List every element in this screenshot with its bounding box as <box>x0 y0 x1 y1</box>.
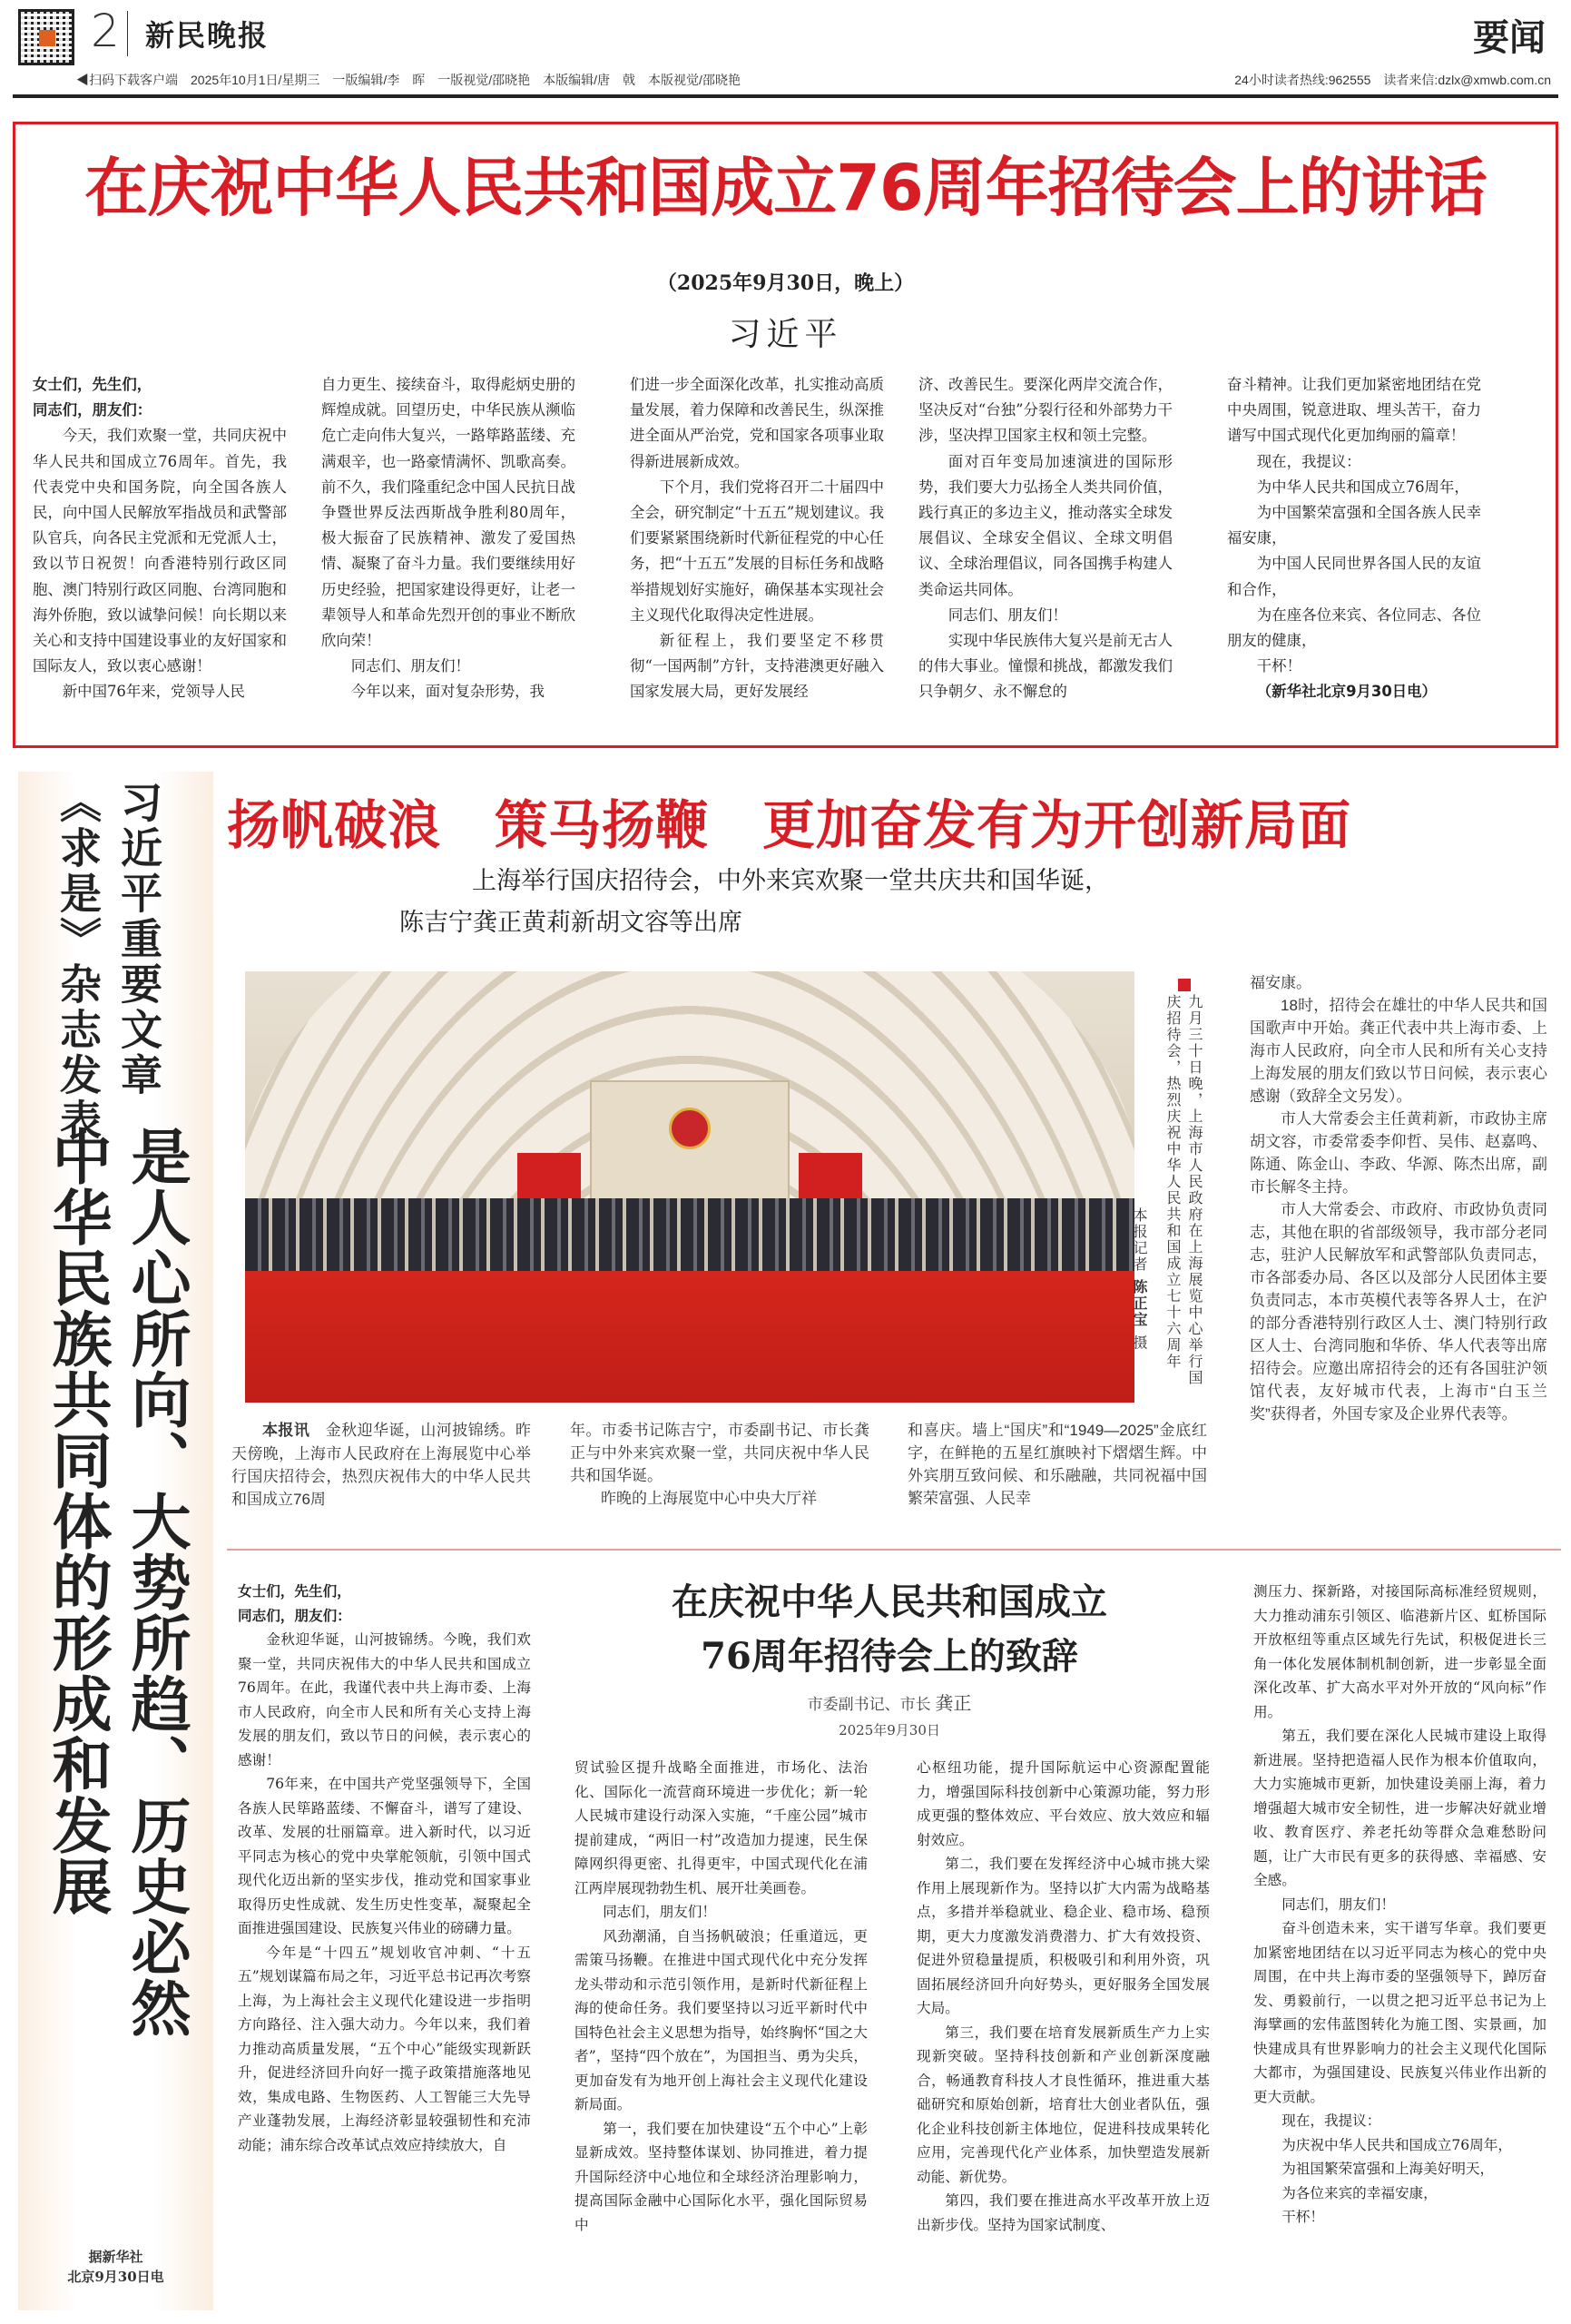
report-column-2 <box>570 1419 869 1510</box>
sidebar-headline-3[interactable]: 是人心所向、大势所趋、历史必然 <box>121 1126 191 2038</box>
reception-photo[interactable] <box>245 971 1134 1403</box>
speech-column-4 <box>918 372 1173 705</box>
paragraph: 76年来，在中国共产党坚强领导下，全国各族人民筚路蓝缕、不懈奋斗，谱写了建设、改革、发展的壮丽篇章。进入新时代，以习近平同志为核心的党中央掌舵领航，引领中国式现代化迈出新的坚实步伐，推动党和国家事业取得历史性成就、发生历史性变革，凝聚起全面推进强国建设、民族复兴伟业的磅礴力量。 <box>238 1776 531 1936</box>
address-column-3 <box>917 1756 1210 2237</box>
paragraph: 为庆祝中华人民共和国成立76周年， <box>1281 2136 1512 2153</box>
paragraph: 金秋迎华诞，山河披锦绣。今晚，我们欢聚一堂，共同庆祝伟大的中华人民共和国成立76周年。在此，我谨代表中共上海市委、上海市人民政府，向全市人民和所有关心支持上海发展的朋友们，致以节日的问候，表示衷心的感谢！ <box>238 1631 531 1768</box>
paragraph: 面对百年变局加速演进的国际形势，我们要大力弘扬全人类共同价值，践行真正的多边主义，推动落实全球发展倡议、全球安全倡议、全球文明倡议、全球治理倡议，同各国携手构建人类命运共同体。 <box>918 452 1173 598</box>
paragraph: 实现中华民族伟大复兴是前无古人的伟大事业。憧憬和挑战，都激发我们只争朝夕、永不懈怠的 <box>918 632 1173 701</box>
address-byline <box>581 1689 1198 1715</box>
photo-credit <box>1128 1207 1150 1351</box>
paragraph: 和喜庆。墙上“国庆”和“1949—2025”金底红字，在鲜艳的五星红旗映衬下熠熠生辉。中外宾朋互致问候、和乐融融，共同祝福中国繁荣富强、人民幸 <box>908 1422 1207 1507</box>
qr-code-icon[interactable] <box>18 9 74 65</box>
paragraph: 第五，我们要在深化人民城市建设上取得新进展。坚持把造福人民作为根本价值取向，大力实施城市更新，加快建设美丽上海，着力增强超大城市安全韧性，进一步解决好就业增收、教育医疗、养老托幼等群众急难愁盼问题，让广大市民有更多的获得感、幸福感、安全感。 <box>1253 1728 1546 1888</box>
speech-column-2 <box>321 372 575 705</box>
edition-info: ◀扫码下载客户端 2025年10月1日/星期三 一版编辑/李 晖 一版视觉/邵晓艳 本版编辑/唐 戟 本版视觉/邵晓艳 <box>76 73 741 87</box>
lead-label: 本报讯 <box>262 1422 310 1440</box>
paragraph: 们进一步全面深化改革，扎实推动高质量发展，着力保障和改善民生，纵深推进全面从严治党，党和国家各项事业取得新进展新成效。 <box>630 376 884 470</box>
paragraph: 为祖国繁荣富强和上海美好明天， <box>1281 2161 1495 2177</box>
address-title[interactable] <box>581 1575 1198 1684</box>
credit-suffix: 摄 <box>1131 1334 1148 1352</box>
source-dateline: 北京9月30日电 <box>67 2269 164 2285</box>
paragraph: 年。市委书记陈吉宁，市委副书记、市长龚正与中外来宾欢聚一堂，共同庆祝中华人民共和国华诞。 <box>570 1422 869 1484</box>
report-column-3 <box>908 1419 1207 1510</box>
paragraph: 第三，我们要在培育发展新质生产力上实现新突破。坚持科技创新和产业创新深度融合，畅通教育科技人才良性循环，推进重大基础研究和原始创新，培育壮大创业者队伍，强化企业科技创新主体地位，促进科技成果转化应用，完善现代化产业体系，加快塑造发展新动能、新优势。 <box>917 2024 1210 2185</box>
credit-name: 陈正宝 <box>1131 1279 1148 1329</box>
paragraph: 第四，我们要在推进高水平改革开放上迈出新步伐。坚持为国家试制度、 <box>917 2192 1210 2233</box>
red-carpet <box>245 1271 1134 1403</box>
paragraph: 自力更生、接续奋斗，取得彪炳史册的辉煌成就。回望历史，中华民族从濒临危亡走向伟大复兴，一路筚路蓝缕、充满艰辛，也一路豪情满怀、凯歌高奏。前不久，我们隆重纪念中国人民抗日战争暨世界反法西斯战争胜利80周年，极大振奋了民族精神、激发了爱国热情、凝聚了奋斗力量。我们要继续用好历史经验，把国家建设得更好，让老一辈领导人和革命先烈开创的事业不断欣欣向荣！ <box>321 376 575 650</box>
paragraph: 同志们、朋友们！ <box>948 606 1067 624</box>
paragraph: 心枢纽功能，提升国际航运中心资源配置能力，增强国际科技创新中心策源功能，努力形成更强的整体效应、平台效应、放大效应和辐射效应。 <box>917 1759 1210 1848</box>
caption-marker-icon <box>1178 979 1191 991</box>
paragraph: 为各位来宾的幸福安康， <box>1281 2184 1438 2201</box>
paragraph: 18时，招待会在雄壮的中华人民共和国国歌声中开始。龚正代表中共上海市委、上海市人民政府，向全市人民和所有关心支持上海发展的朋友们致以节日问候，表示衷心感谢（致辞全文另发）。 <box>1250 997 1547 1105</box>
newspaper-name: 新民晚报 <box>145 18 270 53</box>
paragraph: 为中国繁荣富强和全国各族人民幸福安康， <box>1227 504 1481 547</box>
title-line: 在庆祝中华人民共和国成立 <box>672 1581 1107 1623</box>
paragraph: 同志们、朋友们！ <box>350 657 470 675</box>
paragraph: 市人大常委会主任黄莉新，市政协主席胡文容，市委常委李仰哲、吴伟、赵嘉鸣、陈通、陈金山、李政、华源、陈杰出席，副市长解冬主持。 <box>1250 1110 1547 1196</box>
speech-column-3 <box>630 372 884 705</box>
greeting: 女士们，先生们， <box>33 376 152 393</box>
address-column-1 <box>238 1580 531 2157</box>
sidebar-headline-1[interactable]: 习近平重要文章 <box>114 781 163 1098</box>
paragraph: 第一，我们要在加快建设“五个中心”上彰显新成效。坚持整体谋划、协同推进，着力提升国际经济中心地位和全球经济治理影响力，提高国际金融中心国际化水平，强化国际贸易中 <box>574 2120 868 2233</box>
photo-caption: 九月三十日晚，上海市人民政府在上海展览中心举行国庆招待会，热烈庆祝中华人民共和国成立七十六周年 <box>1164 994 1203 1386</box>
speech-column-5 <box>1227 372 1481 705</box>
speech-title: 在庆祝中华人民共和国成立76周年招待会上的讲话 <box>84 151 1487 225</box>
byline-role: 市委副书记、市长 <box>807 1696 931 1713</box>
paragraph: 现在，我提议： <box>1281 2112 1381 2129</box>
paragraph: 今天，我们欢聚一堂，共同庆祝中华人民共和国成立76周年。首先，我代表党中央和国务院，向全国各族人民，向中国人民解放军指战员和武警部队官兵，向各民主党派和无党派人士，致以节日祝贺！向香港特别行政区同胞、澳门特别行政区同胞、台湾同胞和海外侨胞，致以诚挚问候！向长期以来关心和支持中国建设事业的友好国家和国际友人，致以衷心感谢！ <box>33 427 287 675</box>
dateline: （新华社北京9月30日电） <box>1256 683 1437 701</box>
paragraph: 风劲潮涌，自当扬帆破浪；任重道远，更需策马扬鞭。在推进中国式现代化中充分发挥龙头带动和示范引领作用，是新时代新征程上海的使命任务。我们要坚持以习近平新时代中国特色社会主义思想为指导，始终胸怀“国之大者”，坚持“四个放在”，为国担当、勇为尖兵，更加奋发有为地开创上海社会主义现代化建设新局面。 <box>574 1927 868 2112</box>
paragraph: 市人大常委会、市政府、市政协负责同志，其他在职的省部级领导，我市部分老同志，驻沪人民解放军和武警部队负责同志，市各部委办局、各区以及部分人民团体主要负责同志，本市英模代表等各界人士，在沪的部分香港特别行政区人士、澳门特别行政区人士、台湾同胞和华侨、华人代表等出席招待会。应邀出席招待会的还有各国驻沪领馆代表，友好城市代表，上海市“白玉兰奖”获得者，外国专家及企业界代表等。 <box>1250 1201 1547 1423</box>
speech-date: （2025年9月30日，晚上） <box>656 271 915 295</box>
paragraph: 为在座各位来宾、各位同志、各位朋友的健康， <box>1227 606 1481 650</box>
sidebar-source <box>18 2247 213 2287</box>
paragraph: 今年是“十四五”规划收官冲刺、“十五五”规划谋篇布局之年，习近平总书记再次考察上海，为上海社会主义现代化建设进一步指明方向路径、注入强大动力。今年以来，我们着力推动高质量发展，“五个中心”能级实现新跃升，促进经济回升向好一揽子政策措施落地见效，集成电路、生物医药、人工智能三大先导产业蓬勃发展，上海经济彰显较强韧性和充沛动能；浦东综合改革试点效应持续放大，自 <box>238 1944 531 2153</box>
paragraph: 新中国76年来，党领导人民 <box>62 683 245 701</box>
section-divider <box>227 1549 1561 1551</box>
paragraph: 昨晚的上海展览中心中央大厅祥 <box>601 1490 817 1507</box>
paragraph: 干杯！ <box>1281 2209 1324 2225</box>
paragraph: 济、改善民生。要深化两岸交流合作，坚决反对“台独”分裂行径和外部势力干涉，坚决捍卫国家主权和领土完整。 <box>918 376 1173 445</box>
paragraph: 为中国人民同世界各国人民的友谊和合作， <box>1227 555 1481 598</box>
paragraph: 现在，我提议： <box>1256 452 1361 470</box>
speech-author: 习近平 <box>728 316 843 353</box>
national-emblem-icon <box>669 1108 711 1149</box>
page-number: 2 <box>91 5 120 57</box>
masthead-rule <box>13 94 1558 98</box>
greeting: 同志们，朋友们： <box>238 1607 351 1624</box>
section-title: 要闻 <box>1473 17 1546 59</box>
greeting: 同志们，朋友们： <box>33 401 152 419</box>
paragraph: 同志们，朋友们！ <box>603 1904 716 1920</box>
speech-column-1 <box>33 372 287 705</box>
title-line: 76周年招待会上的致辞 <box>701 1635 1078 1678</box>
address-column-2 <box>574 1756 868 2237</box>
paragraph: 新征程上，我们要坚定不移贯彻“一国两制”方针，支持港澳更好融入国家发展大局，更好发展经 <box>630 632 884 701</box>
report-headline[interactable]: 扬帆破浪 策马扬鞭 更加奋发有为开创新局面 <box>227 794 1352 856</box>
paragraph: 第二，我们要在发挥经济中心城市挑大梁作用上展现新作为。坚持以扩大内需为战略基点，多措并举稳就业、稳企业、稳市场、稳预期，更大力度激发消费潜力、扩大有效投资、促进外贸稳量提质，积极吸引和利用外资，巩固拓展经济回升向好势头，更好服务全国发展大局。 <box>917 1856 1210 2016</box>
paragraph: 同志们，朋友们！ <box>1281 1896 1395 1913</box>
sidebar-headline-2[interactable]: 《求是》杂志发表 <box>54 781 103 1144</box>
reader-hotline: 24小时读者热线:962555 读者来信:dzlx@xmwb.com.cn <box>1234 73 1551 87</box>
paragraph: 下个月，我们党将召开二十届四中全会，研究制定“十五五”规划建议。我们要紧紧围绕新时代新征程党的中心任务，把“十五五”发展的目标任务和战略举措规划好实施好，确保基本实现社会主义现代化取得决定性进展。 <box>630 478 884 624</box>
address-date: 2025年9月30日 <box>839 1722 940 1738</box>
paragraph: 测压力、探新路，对接国际高标准经贸规则，大力推动浦东引领区、临港新片区、虹桥国际开放枢纽等重点区域先行先试，积极促进长三角一体化发展体制机制创新，进一步彰显全面深化改革、扩大高水平对外开放的“风向标”作用。 <box>1253 1583 1546 1720</box>
paragraph: 奋斗创造未来，实干谱写华章。我们要更加紧密地团结在以习近平同志为核心的党中央周围，在中共上海市委的坚强领导下，踔厉奋发、勇毅前行，一以贯之把习近平总书记为上海擘画的宏伟蓝图转化为施工图、实景画，加快建成具有世界影响力的社会主义现代化国际大都市，为强国建设、民族复兴伟业作出新的更大贡献。 <box>1253 1920 1546 2105</box>
report-subhead: 上海举行国庆招待会，中外来宾欢聚一堂共庆共和国华诞， <box>472 867 1109 894</box>
paragraph: 今年以来，面对复杂形势，我 <box>350 683 545 701</box>
app-logo-icon <box>39 30 55 46</box>
byline-name: 龚正 <box>935 1692 972 1714</box>
divider <box>127 11 128 56</box>
paragraph: 金秋迎华诞，山河披锦绣。昨天傍晚，上海市人民政府在上海展览中心举行国庆招待会，热烈庆祝伟大的中华人民共和国成立76周 <box>231 1422 531 1508</box>
paragraph: 奋斗精神。让我们更加紧密地团结在党中央周围，锐意进取、埋头苦干，奋力谱写中国式现代化更加绚丽的篇章！ <box>1227 376 1481 445</box>
report-column-1 <box>231 1419 531 1511</box>
paragraph: 福安康。 <box>1250 974 1311 991</box>
source-agency: 据新华社 <box>88 2249 143 2265</box>
report-subhead: 陈吉宁龚正黄莉新胡文容等出席 <box>399 909 742 936</box>
sidebar-headline-4[interactable]: 中华民族共同体的形成和发展 <box>42 1126 112 1916</box>
paragraph: 为中华人民共和国成立76周年， <box>1256 478 1469 496</box>
paragraph: 干杯！ <box>1256 657 1301 675</box>
report-column-4 <box>1250 971 1547 1425</box>
address-column-4 <box>1253 1580 1546 2230</box>
paragraph: 贸试验区提升战略全面推进，市场化、法治化、国际化一流营商环境进一步优化；新一轮人民城市建设行动深入实施，“千座公园”城市提前建成，“两旧一村”改造加力提速，民生保障网织得更密、扎得更牢，中国式现代化在浦江两岸展现勃勃生机、展开壮美画卷。 <box>574 1759 868 1896</box>
crowd <box>245 1198 1134 1271</box>
credit-prefix: 本报记者 <box>1131 1207 1148 1273</box>
greeting: 女士们，先生们， <box>238 1583 351 1600</box>
